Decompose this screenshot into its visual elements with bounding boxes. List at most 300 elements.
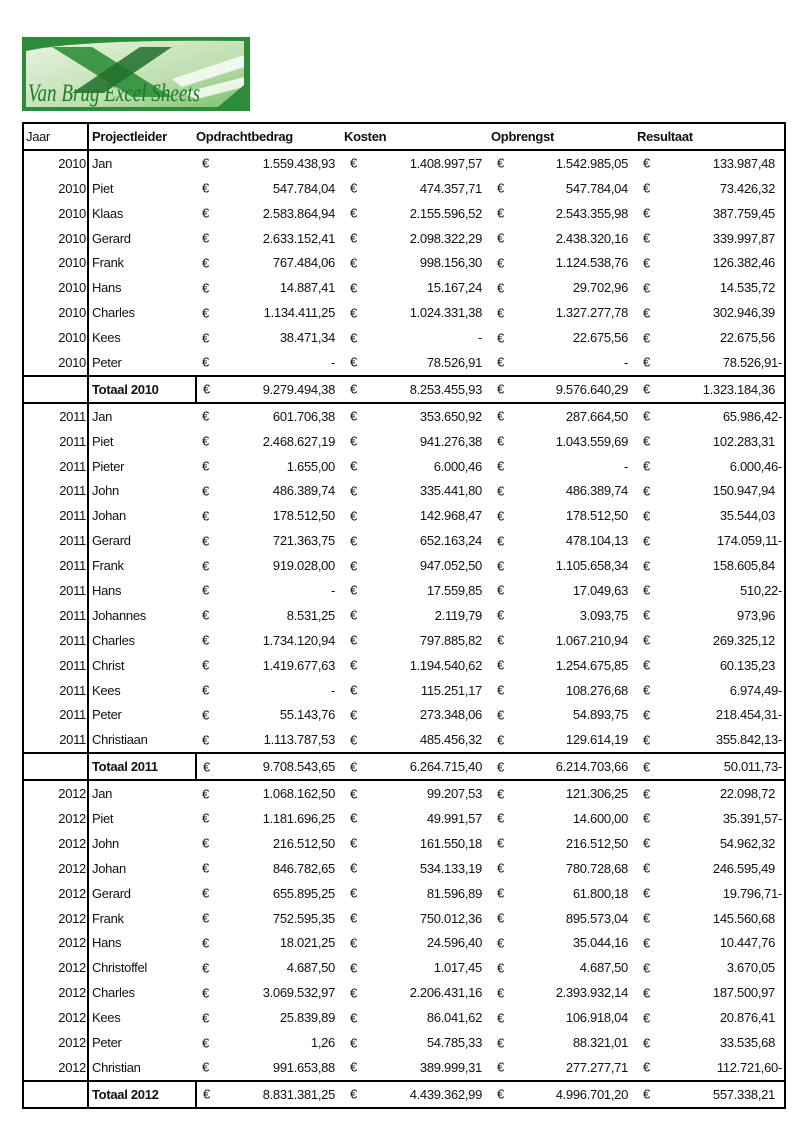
euro-sign: €	[497, 1035, 504, 1050]
euro-sign: €	[202, 910, 209, 926]
resultaat-value: 78.526,91-	[722, 354, 782, 370]
opdrachtbedrag-cell	[196, 603, 344, 628]
opdrachtbedrag-cell	[196, 727, 344, 753]
opdrachtbedrag-value: 1.113.787,53	[263, 732, 335, 748]
resultaat-value: 54.962,32	[719, 835, 775, 851]
opbrengst-value: 2.393.932,14	[555, 985, 628, 1001]
opdrachtbedrag-value: 1.134.411,25	[263, 305, 335, 321]
project-leader-cell: Klaas	[92, 205, 124, 221]
euro-sign: €	[497, 180, 504, 196]
opdrachtbedrag-value: -	[330, 354, 335, 370]
euro-sign: €	[202, 180, 209, 196]
resultaat-cell	[637, 176, 785, 201]
project-leader-cell: Piet	[92, 180, 114, 196]
year-cell: 2011	[23, 727, 88, 753]
opbrengst-cell	[491, 275, 637, 300]
kosten-cell	[344, 628, 491, 653]
resultaat-value: 302.946,39	[712, 305, 775, 321]
project-leader-cell: Hans	[92, 935, 122, 951]
euro-sign: €	[202, 786, 209, 802]
opdrachtbedrag-value: 601.706,38	[272, 408, 335, 424]
opdrachtbedrag-value: 1.419.677,63	[262, 657, 335, 673]
resultaat-cell	[637, 856, 785, 881]
opdrachtbedrag-value: 1.734.120,94	[262, 632, 335, 648]
euro-sign: €	[350, 582, 357, 598]
opdrachtbedrag-cell	[196, 831, 344, 856]
kosten-cell	[344, 201, 491, 226]
project-leader-cell: Hans	[92, 582, 122, 598]
opbrengst-cell	[491, 300, 637, 325]
kosten-value: 115.251,17	[420, 682, 482, 698]
year-cell: 2011	[23, 653, 88, 678]
euro-sign: €	[350, 810, 357, 826]
euro-sign: €	[350, 960, 357, 976]
euro-sign: €	[350, 657, 357, 673]
table-row	[23, 831, 785, 856]
project-leader-cell: Gerard	[92, 230, 131, 246]
header-opbrengst: Opbrengst	[491, 123, 637, 150]
euro-sign: €	[202, 533, 209, 549]
opdrachtbedrag-value: 1,26	[310, 1035, 335, 1050]
opbrengst-cell	[491, 955, 637, 980]
opbrengst-value: 4.687,50	[579, 960, 628, 976]
opdrachtbedrag-value: 1.181.696,25	[262, 810, 335, 826]
project-leader-cell: Charles	[92, 632, 135, 648]
opbrengst-cell	[491, 503, 637, 528]
opdrachtbedrag-cell	[196, 275, 344, 300]
euro-sign: €	[497, 305, 504, 321]
svg-text:Van Brug Excel Sheets: Van Brug Excel Sheets	[28, 80, 200, 107]
euro-sign: €	[643, 1086, 650, 1102]
opdrachtbedrag-value: 752.595,35	[272, 910, 335, 926]
year-cell: 2011	[23, 702, 88, 727]
euro-sign: €	[350, 433, 357, 449]
kosten-cell	[344, 727, 491, 753]
opdrachtbedrag-cell	[196, 553, 344, 578]
euro-sign: €	[643, 657, 650, 673]
opbrengst-value: 3.093,75	[579, 607, 628, 623]
table-row	[23, 727, 785, 753]
opbrengst-cell	[491, 1055, 637, 1081]
project-leader-cell: Totaal 2012	[88, 1081, 196, 1108]
euro-sign: €	[497, 707, 504, 723]
opbrengst-cell	[491, 678, 637, 703]
resultaat-value: 6.000,46-	[729, 458, 782, 474]
year-cell: 2011	[23, 628, 88, 653]
resultaat-value: 133.987,48	[712, 155, 775, 171]
table-row	[23, 856, 785, 881]
table-row	[23, 454, 785, 479]
opbrengst-cell	[491, 176, 637, 201]
opbrengst-value: 1.254.675,85	[555, 657, 628, 673]
resultaat-value: 246.595,49	[712, 860, 775, 876]
resultaat-cell	[637, 831, 785, 856]
resultaat-value: 35.544,03	[719, 508, 775, 524]
resultaat-cell	[637, 931, 785, 956]
year-cell: 2010	[23, 201, 88, 226]
opbrengst-value: 216.512,50	[565, 835, 628, 851]
euro-sign: €	[203, 381, 210, 397]
kosten-value: 78.526,91	[426, 354, 482, 370]
project-leader-cell: Gerard	[92, 885, 131, 901]
opdrachtbedrag-cell	[196, 1030, 344, 1055]
euro-sign: €	[643, 1059, 650, 1075]
resultaat-cell	[637, 1055, 785, 1081]
opbrengst-cell	[491, 753, 637, 780]
resultaat-cell	[637, 1005, 785, 1030]
table-row	[23, 1005, 785, 1030]
opbrengst-value: 547.784,04	[565, 180, 628, 196]
opbrengst-value: 35.044,16	[572, 935, 628, 951]
header-kosten: Kosten	[344, 123, 491, 150]
euro-sign: €	[350, 354, 357, 370]
kosten-value: 15.167,24	[426, 280, 482, 296]
kosten-cell	[344, 429, 491, 454]
euro-sign: €	[202, 408, 209, 424]
year-cell: 2010	[23, 250, 88, 275]
table-row	[23, 931, 785, 956]
resultaat-cell	[637, 653, 785, 678]
year-cell: 2011	[23, 578, 88, 603]
kosten-value: 81.596,89	[426, 885, 482, 901]
opdrachtbedrag-value: 18.021,25	[279, 935, 335, 951]
euro-sign: €	[350, 508, 357, 524]
euro-sign: €	[202, 582, 209, 598]
opbrengst-cell	[491, 856, 637, 881]
opbrengst-cell	[491, 1030, 637, 1055]
opbrengst-value: 108.276,68	[565, 682, 628, 698]
euro-sign: €	[350, 682, 357, 698]
opdrachtbedrag-value: 547.784,04	[272, 180, 335, 196]
opdrachtbedrag-cell	[196, 856, 344, 881]
euro-sign: €	[497, 381, 504, 397]
opbrengst-cell	[491, 325, 637, 350]
kosten-cell	[344, 553, 491, 578]
euro-sign: €	[497, 230, 504, 246]
euro-sign: €	[202, 732, 209, 748]
resultaat-value: 22.098,72	[719, 786, 775, 802]
project-leader-cell: Peter	[92, 1035, 122, 1050]
euro-sign: €	[497, 558, 504, 574]
euro-sign: €	[643, 330, 650, 346]
resultaat-value: 112.721,60-	[716, 1059, 782, 1075]
euro-sign: €	[497, 860, 504, 876]
resultaat-cell	[637, 350, 785, 376]
resultaat-value: 10.447,76	[719, 935, 775, 951]
euro-sign: €	[497, 582, 504, 598]
opdrachtbedrag-value: 9.708.543,65	[262, 759, 335, 775]
project-leader-cell: Piet	[92, 810, 114, 826]
resultaat-value: 145.560,68	[712, 910, 775, 926]
kosten-cell	[344, 931, 491, 956]
opdrachtbedrag-cell	[196, 201, 344, 226]
year-cell: 2012	[23, 955, 88, 980]
opbrengst-value: 1.105.658,34	[555, 558, 628, 574]
opdrachtbedrag-cell	[196, 300, 344, 325]
opdrachtbedrag-value: 55.143,76	[279, 707, 335, 723]
opdrachtbedrag-cell	[196, 250, 344, 275]
opbrengst-value: 895.573,04	[565, 910, 628, 926]
euro-sign: €	[350, 1059, 357, 1075]
resultaat-cell	[637, 603, 785, 628]
project-leader-cell: Johan	[92, 860, 126, 876]
kosten-value: 4.439.362,99	[409, 1086, 482, 1102]
opdrachtbedrag-cell	[196, 702, 344, 727]
table-row	[23, 955, 785, 980]
opbrengst-cell	[491, 250, 637, 275]
opdrachtbedrag-value: 919.028,00	[272, 558, 335, 574]
opbrengst-value: 2.543.355,98	[555, 205, 628, 221]
header-projectleider: Projectleider	[88, 123, 196, 150]
euro-sign: €	[202, 255, 209, 271]
opbrengst-cell	[491, 881, 637, 906]
table-row	[23, 780, 785, 806]
euro-sign: €	[202, 607, 209, 623]
euro-sign: €	[497, 354, 504, 370]
resultaat-cell	[637, 226, 785, 251]
resultaat-value: 14.535,72	[719, 280, 775, 296]
euro-sign: €	[643, 786, 650, 802]
kosten-cell	[344, 603, 491, 628]
opdrachtbedrag-value: 8.831.381,25	[262, 1086, 335, 1102]
table-row	[23, 176, 785, 201]
euro-sign: €	[643, 354, 650, 370]
table-row	[23, 628, 785, 653]
resultaat-cell	[637, 702, 785, 727]
opbrengst-cell	[491, 806, 637, 831]
euro-sign: €	[350, 483, 357, 499]
opbrengst-value: 54.893,75	[572, 707, 628, 723]
opbrengst-cell	[491, 478, 637, 503]
kosten-value: 534.133,19	[419, 860, 482, 876]
kosten-value: 2.155.596,52	[409, 205, 482, 221]
euro-sign: €	[202, 508, 209, 524]
project-leader-cell: Jan	[92, 408, 113, 424]
opdrachtbedrag-cell	[196, 653, 344, 678]
opbrengst-cell	[491, 702, 637, 727]
kosten-cell	[344, 454, 491, 479]
opbrengst-value: 9.576.640,29	[555, 381, 628, 397]
year-cell: 2010	[23, 226, 88, 251]
kosten-cell	[344, 275, 491, 300]
year-cell: 2012	[23, 1055, 88, 1081]
euro-sign: €	[350, 759, 357, 775]
kosten-cell	[344, 753, 491, 780]
resultaat-value: 3.670,05	[726, 960, 775, 976]
resultaat-cell	[637, 201, 785, 226]
resultaat-value: 355.842,13-	[715, 732, 782, 748]
kosten-value: 1.408.997,57	[409, 155, 482, 171]
year-cell: 2010	[23, 325, 88, 350]
opdrachtbedrag-value: 655.895,25	[272, 885, 335, 901]
kosten-value: 161.550,18	[419, 835, 482, 851]
resultaat-value: 269.325,12	[712, 632, 775, 648]
opdrachtbedrag-value: 486.389,74	[272, 483, 335, 499]
table-row	[23, 226, 785, 251]
resultaat-value: 387.759,45	[712, 205, 775, 221]
euro-sign: €	[202, 433, 209, 449]
opbrengst-value: 14.600,00	[572, 810, 628, 826]
opdrachtbedrag-cell	[196, 678, 344, 703]
opdrachtbedrag-cell	[196, 980, 344, 1005]
euro-sign: €	[202, 305, 209, 321]
kosten-cell	[344, 325, 491, 350]
euro-sign: €	[202, 558, 209, 574]
project-leader-cell: Jan	[92, 786, 113, 802]
year-cell: 2012	[23, 806, 88, 831]
kosten-value: 335.441,80	[419, 483, 482, 499]
euro-sign: €	[497, 682, 504, 698]
table-row	[23, 300, 785, 325]
euro-sign: €	[497, 433, 504, 449]
table-row	[23, 553, 785, 578]
euro-sign: €	[643, 910, 650, 926]
resultaat-cell	[637, 628, 785, 653]
opdrachtbedrag-value: -	[330, 582, 335, 598]
euro-sign: €	[202, 835, 209, 851]
table-row	[23, 906, 785, 931]
project-leader-cell: Kees	[92, 330, 121, 346]
euro-sign: €	[350, 205, 357, 221]
euro-sign: €	[350, 835, 357, 851]
kosten-cell	[344, 503, 491, 528]
opdrachtbedrag-value: 4.687,50	[286, 960, 335, 976]
resultaat-cell	[637, 806, 785, 831]
euro-sign: €	[643, 707, 650, 723]
year-cell: 2012	[23, 881, 88, 906]
euro-sign: €	[643, 885, 650, 901]
euro-sign: €	[497, 155, 504, 171]
euro-sign: €	[202, 354, 209, 370]
opbrengst-cell	[491, 653, 637, 678]
opbrengst-cell	[491, 454, 637, 479]
table-row	[23, 653, 785, 678]
euro-sign: €	[643, 607, 650, 623]
resultaat-cell	[637, 1030, 785, 1055]
total-row	[23, 753, 785, 780]
opdrachtbedrag-cell	[196, 226, 344, 251]
project-leader-cell: Kees	[92, 682, 121, 698]
kosten-value: 2.119,79	[434, 607, 482, 623]
euro-sign: €	[350, 458, 357, 474]
kosten-value: 99.207,53	[426, 786, 482, 802]
table-row	[23, 1030, 785, 1055]
kosten-cell	[344, 1030, 491, 1055]
euro-sign: €	[497, 810, 504, 826]
kosten-cell	[344, 403, 491, 429]
table-row	[23, 603, 785, 628]
opbrengst-value: 780.728,68	[565, 860, 628, 876]
kosten-cell	[344, 250, 491, 275]
euro-sign: €	[350, 330, 357, 346]
euro-sign: €	[350, 732, 357, 748]
euro-sign: €	[350, 1010, 357, 1026]
resultaat-cell	[637, 780, 785, 806]
euro-sign: €	[643, 230, 650, 246]
euro-sign: €	[497, 1059, 504, 1075]
euro-sign: €	[202, 155, 209, 171]
project-leader-cell: Pieter	[92, 458, 125, 474]
opbrengst-value: 178.512,50	[565, 508, 628, 524]
kosten-cell	[344, 806, 491, 831]
opbrengst-value: 287.664,50	[565, 408, 628, 424]
resultaat-cell	[637, 578, 785, 603]
kosten-cell	[344, 702, 491, 727]
euro-sign: €	[202, 280, 209, 296]
kosten-cell	[344, 528, 491, 553]
euro-sign: €	[643, 632, 650, 648]
resultaat-value: 557.338,21	[712, 1086, 775, 1102]
opdrachtbedrag-cell	[196, 931, 344, 956]
euro-sign: €	[202, 330, 209, 346]
euro-sign: €	[643, 305, 650, 321]
resultaat-value: 150.947,94	[712, 483, 775, 499]
euro-sign: €	[202, 1059, 209, 1075]
project-leader-cell: Hans	[92, 280, 122, 296]
euro-sign: €	[202, 205, 209, 221]
project-leader-cell: Frank	[92, 558, 124, 574]
kosten-cell	[344, 478, 491, 503]
euro-sign: €	[350, 533, 357, 549]
kosten-cell	[344, 376, 491, 403]
resultaat-value: 174.059,11-	[716, 533, 782, 549]
euro-sign: €	[643, 582, 650, 598]
project-leader-cell: Charles	[92, 305, 135, 321]
euro-sign: €	[202, 885, 209, 901]
euro-sign: €	[643, 180, 650, 196]
euro-sign: €	[202, 632, 209, 648]
opdrachtbedrag-value: 216.512,50	[272, 835, 335, 851]
year-cell	[23, 1081, 88, 1108]
table-row	[23, 403, 785, 429]
kosten-value: 1.017,45	[433, 960, 482, 976]
euro-sign: €	[350, 408, 357, 424]
resultaat-cell	[637, 503, 785, 528]
opbrengst-cell	[491, 628, 637, 653]
euro-sign: €	[497, 205, 504, 221]
opdrachtbedrag-cell	[196, 325, 344, 350]
euro-sign: €	[643, 155, 650, 171]
opdrachtbedrag-value: 38.471,34	[279, 330, 335, 346]
euro-sign: €	[350, 860, 357, 876]
resultaat-cell	[637, 150, 785, 176]
kosten-value: 49.991,57	[426, 810, 482, 826]
euro-sign: €	[497, 1086, 504, 1102]
euro-sign: €	[643, 835, 650, 851]
euro-sign: €	[643, 732, 650, 748]
opdrachtbedrag-value: 9.279.494,38	[262, 381, 335, 397]
header-resultaat: Resultaat	[637, 123, 785, 150]
table-row	[23, 980, 785, 1005]
resultaat-cell	[637, 275, 785, 300]
euro-sign: €	[350, 1086, 357, 1102]
year-cell: 2010	[23, 350, 88, 376]
table-row	[23, 429, 785, 454]
kosten-cell	[344, 150, 491, 176]
opbrengst-cell	[491, 528, 637, 553]
resultaat-cell	[637, 753, 785, 780]
table-row	[23, 350, 785, 376]
opbrengst-cell	[491, 376, 637, 403]
opdrachtbedrag-cell	[196, 906, 344, 931]
opbrengst-value: 61.800,18	[572, 885, 628, 901]
kosten-cell	[344, 955, 491, 980]
kosten-value: 54.785,33	[426, 1035, 482, 1050]
resultaat-value: 339.997,87	[712, 230, 775, 246]
euro-sign: €	[497, 985, 504, 1001]
kosten-value: 6.264.715,40	[409, 759, 482, 775]
euro-sign: €	[350, 155, 357, 171]
